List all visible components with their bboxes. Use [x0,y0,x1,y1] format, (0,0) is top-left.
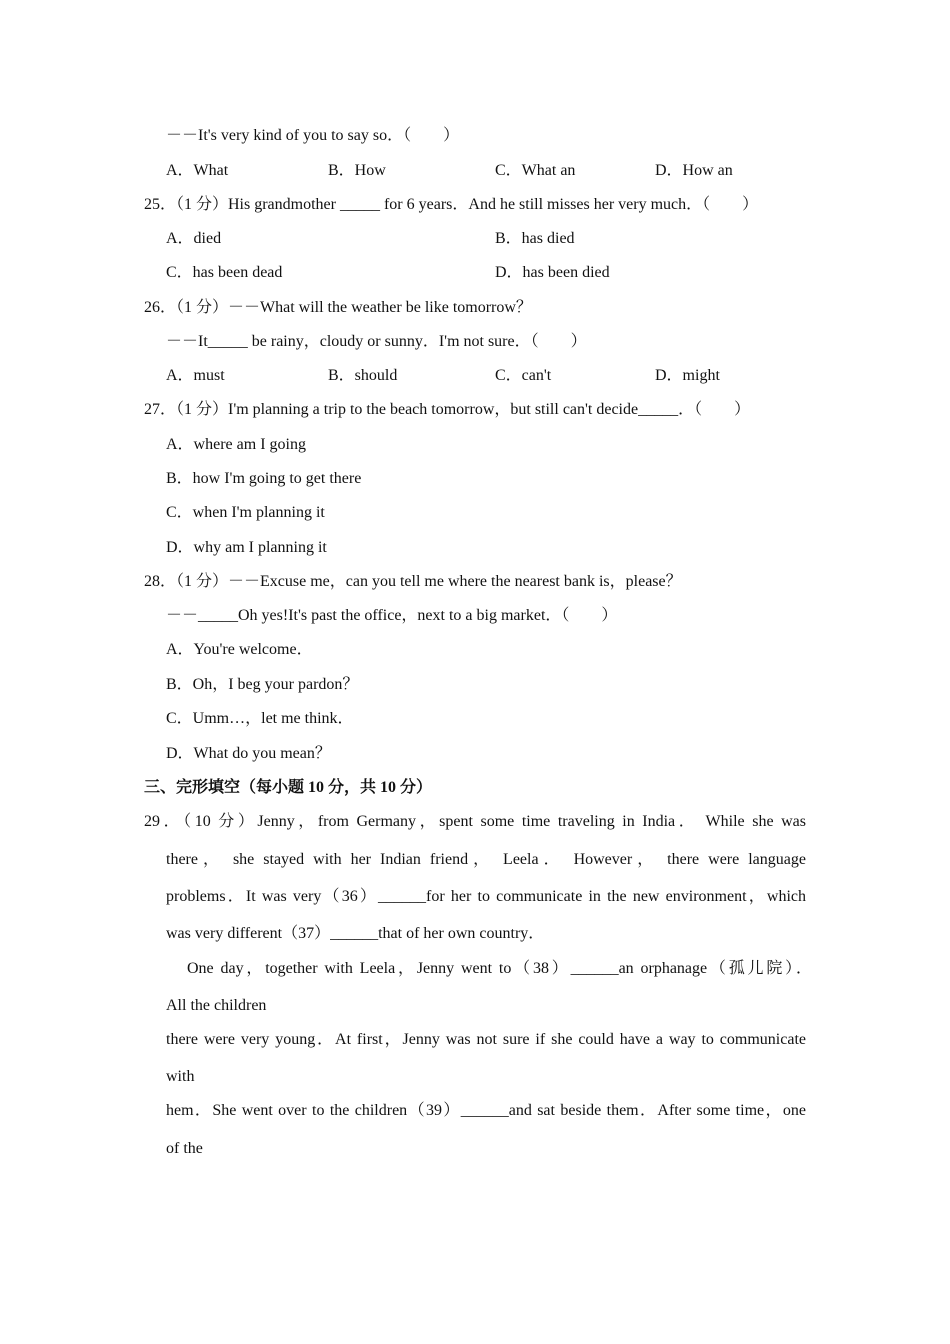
q29-line-5: One day，together with Leela，Jenny went to（38）______an orphanage（孤儿院）． [187,960,812,977]
q29-line-10: of the [166,1140,203,1157]
q26-option-b: B．should [328,367,398,384]
q29-line-9: hem．She went over to the children（39）______and sat beside them．After some time，one [166,1102,806,1119]
q27-stem: 27．（1 分）I'm planning a trip to the beach tomorrow，but still can't decide_____．（ ） [144,401,751,418]
q24-option-d: D．How an [655,162,733,179]
q28-option-c: C．Umm…，let me think． [166,710,354,727]
q29-line-2: there， she stayed with her Indian friend， Leela． However， there were language [166,851,806,868]
q25-stem: 25．（1 分）His grandmother _____ for 6 years．And he still misses her very much．（ ） [144,196,759,213]
q28-option-a: A．You're welcome． [166,641,313,658]
q26-line2: －－It_____ be rainy，cloudy or sunny．I'm not sure．（ ） [166,333,587,350]
q29-line-8: with [166,1068,195,1085]
q25-option-c: C．has been dead [166,264,283,281]
q24-option-a: A．What [166,162,229,179]
section-heading: 三、完形填空（每小题 10 分，共 10 分） [144,779,433,796]
q24-option-b: B．How [328,162,386,179]
q26-stem: 26．（1 分）－－What will the weather be like tomorrow？ [144,299,532,316]
q25-option-a: A．died [166,230,222,247]
q26-option-a: A．must [166,367,225,384]
q25-option-d: D．has been died [495,264,610,281]
q28-option-d: D．What do you mean？ [166,745,331,762]
q27-option-c: C．when I'm planning it [166,504,325,521]
q27-option-d: D．why am I planning it [166,539,327,556]
q27-option-b: B．how I'm going to get there [166,470,362,487]
q29-line-7: there were very young．At first，Jenny was not sure if she could have a way to communicate [166,1031,806,1048]
q29-line-4: was very different（37）______that of her own country． [166,925,545,942]
q28-line2: －－_____Oh yes!It's past the office，next to a big market．（ ） [166,607,618,624]
q28-stem: 28．（1 分）－－Excuse me，can you tell me where the nearest bank is，please？ [144,573,682,590]
q24-line2: －－It's very kind of you to say so．（ ） [166,127,460,144]
q28-option-b: B．Oh，I beg your pardon？ [166,676,359,693]
q29-line-6: All the children [166,997,267,1014]
q29-line-1: 29．（10 分）Jenny，from Germany，spent some time traveling in India． While she was [144,813,806,830]
q29-line-3: problems．It was very（36）______for her to communicate in the new environment，which [166,888,806,905]
q27-option-a: A．where am I going [166,436,306,453]
q26-option-c: C．can't [495,367,552,384]
q26-option-d: D．might [655,367,720,384]
q24-option-c: C．What an [495,162,576,179]
q25-option-b: B．has died [495,230,575,247]
